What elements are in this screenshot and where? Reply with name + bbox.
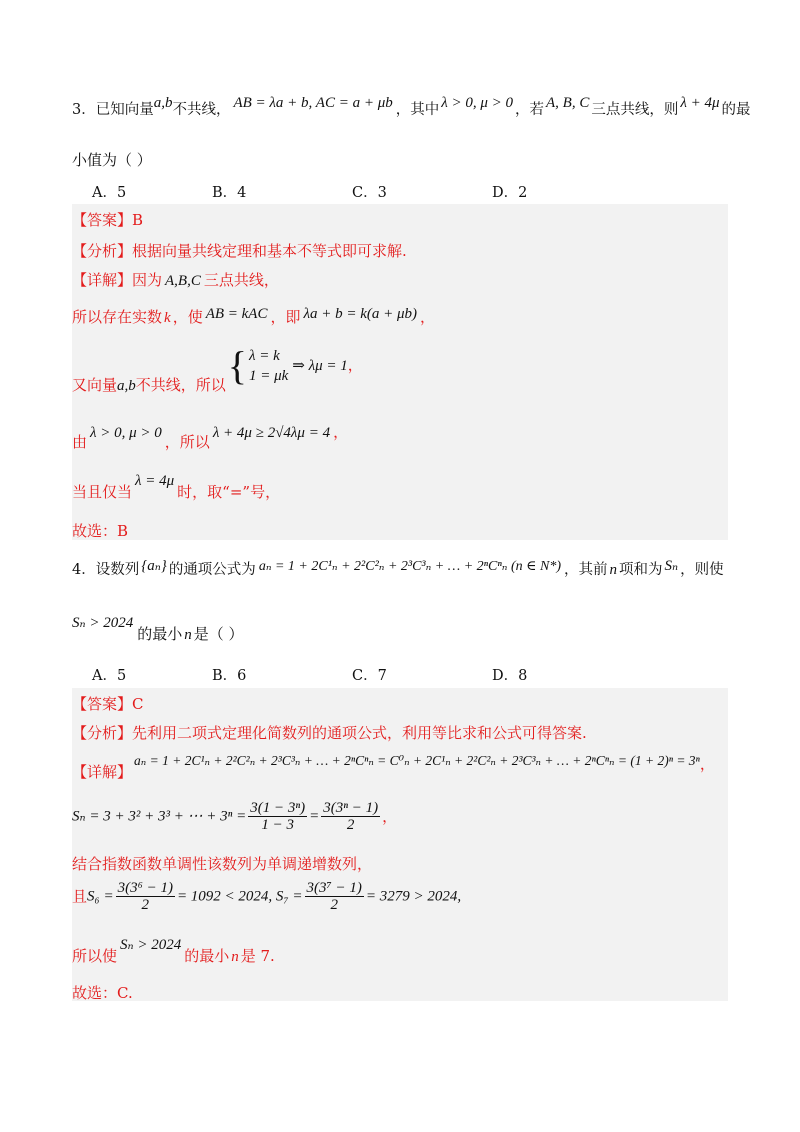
q3-expression: λ + 4μ (680, 95, 720, 111)
q3-detail-line3 (72, 343, 363, 394)
q4-line2-text-2: 是（ ） (193, 625, 244, 643)
q4-detail-formula: aₙ = 1 + 2C¹ₙ + 2²C²ₙ + 2³C³ₙ + … + 2ⁿCⁿₙ = C⁰ₙ + 2C¹ₙ + 2²C²ₙ + 2³C³ₙ + … + 2ⁿCⁿₙ = (1 + 2)ⁿ = 3ⁿ (134, 753, 700, 768)
q4-option-b: B．6 (212, 668, 247, 684)
q3-text-4: 三点共线，则 (591, 102, 679, 118)
q3-line3-vectors: a,b (117, 378, 136, 394)
q4-s7-numerator: 3(3⁷ − 1) (306, 880, 362, 896)
q4-detail-line1 (72, 750, 715, 781)
q3-line5-text-a: 当且仅当 (72, 483, 133, 501)
q3-line5-text-b: 时，取“=”号， (177, 483, 281, 501)
q4-s6-s7-line (72, 880, 461, 913)
q3-text-5: 的最 (721, 102, 751, 118)
q4-s7-fraction (305, 880, 364, 913)
q4-s6-rhs: = 1092 < 2024, S₇ = (176, 888, 303, 905)
q3-line2-text-d: ， (420, 308, 436, 326)
q4-s7-rhs: = 3279 > 2024, (365, 888, 462, 905)
q4-option-c: C．7 (352, 668, 387, 684)
q4-text-4: ，则使 (680, 562, 724, 578)
q3-system-eq2: 1 = μk (248, 368, 289, 384)
q3-analysis: 【分析】根据向量共线定理和基本不等式即可求解. (72, 242, 407, 260)
q4-number: 4．设数列 (72, 562, 140, 578)
q4-text-1: 的通项公式为 (168, 562, 256, 578)
q4-sum-equals: = (309, 808, 320, 825)
q4-line2-n: n (184, 627, 192, 643)
q3-text-2: ，其中 (395, 102, 440, 118)
q4-conclusion-math: Sₙ > 2024 (120, 937, 182, 953)
q4-s6-numerator: 3(3⁶ − 1) (117, 880, 173, 896)
q3-line4-text-a: 由 (72, 433, 88, 451)
q4-condition: Sₙ > 2024 (72, 615, 134, 631)
q4-sum-f1-numerator: 3(1 − 3ⁿ) (250, 800, 306, 816)
q4-monotone: 结合指数函数单调性该数列为单调递增数列， (72, 855, 373, 873)
q3-line4-text-c: ， (333, 423, 349, 441)
q4-stem-line2 (72, 612, 244, 643)
left-brace-icon: { (227, 343, 247, 388)
q4-conclusion-text-a: 所以使 (72, 947, 118, 965)
q4-sum-fraction-2 (321, 800, 380, 833)
q4-n: n (609, 562, 617, 578)
q3-number: 3．已知向量 (72, 102, 154, 118)
q3-detail-line2 (72, 307, 435, 328)
q3-vector-definitions: AB = λa + b, AC = a + μb (233, 95, 393, 111)
q3-text-1: 不共线， (172, 102, 231, 118)
q4-text-3: 项和为 (619, 562, 663, 578)
q3-detail-line5 (72, 470, 281, 501)
q4-sum-f2-numerator: 3(3ⁿ − 1) (323, 800, 379, 816)
q3-stem-line1 (72, 95, 751, 120)
q4-text-2: ，其前 (564, 562, 608, 578)
q4-detail-prefix: 【详解】 (72, 763, 133, 781)
q3-final: 故选：B (72, 522, 129, 540)
q3-points: A, B, C (546, 95, 590, 111)
q4-sum-suffix: ， (382, 807, 398, 826)
q3-line2-math-1: AB = kAC (205, 306, 268, 322)
q4-s6-denominator: 2 (141, 897, 150, 913)
q3-stem-line2: 小值为（ ） (72, 151, 152, 169)
q3-line4-math-2: λ + 4μ ≥ 2√4λμ = 4 (212, 425, 331, 441)
q3-detail-line1 (72, 270, 279, 291)
q4-sn: Sₙ (664, 558, 679, 574)
q4-line2-text-1: 的最小 (137, 625, 183, 643)
q3-line3-text-b: 不共线，所以 (135, 376, 226, 394)
q3-line3-system (227, 343, 289, 388)
q4-conclusion-text-b: 的最小 (184, 947, 230, 965)
q4-sequence: {aₙ} (141, 558, 167, 574)
q4-option-a: A．5 (92, 668, 127, 684)
q3-line2-math-2: λa + b = k(a + μb) (303, 306, 418, 322)
q3-line2-text-a: 所以存在实数 (72, 308, 163, 326)
q3-condition: λ > 0, μ > 0 (441, 95, 514, 111)
q3-line4-math-1: λ > 0, μ > 0 (90, 425, 162, 441)
q4-sum-f1-denominator: 1 − 3 (261, 817, 295, 833)
q3-line3-implies: ⇒ λμ = 1 (292, 358, 348, 374)
q4-sum-fraction-1 (248, 800, 307, 833)
q3-system-eq1: λ = k (248, 348, 280, 364)
q3-line2-k: k (164, 310, 171, 326)
q4-sum-lhs: Sₙ = 3 + 3² + 3³ + ⋯ + 3ⁿ = (72, 808, 247, 825)
q4-conclusion-n: n (231, 949, 239, 965)
q4-s6-prefix: 且 (72, 887, 88, 906)
q3-text-3: ，若 (515, 102, 545, 118)
q4-s6-fraction (116, 880, 175, 913)
q3-line2-text-b: ，使 (172, 308, 203, 326)
q4-s7-denominator: 2 (330, 897, 338, 913)
q4-detail-suffix: ， (699, 755, 715, 773)
q3-detail-suffix: 三点共线， (203, 271, 279, 289)
q4-conclusion (72, 934, 275, 965)
q4-final: 故选：C. (72, 984, 133, 1002)
q3-line3-text-c: ， (347, 356, 363, 374)
q3-detail-points: A,B,C (165, 273, 201, 289)
q3-line5-math: λ = 4μ (135, 473, 175, 489)
q3-answer: 【答案】B (72, 211, 144, 229)
q4-stem-line1 (72, 556, 724, 577)
q4-s6-lhs: S₆ = (87, 888, 114, 905)
q3-option-a: A．5 (92, 185, 127, 201)
q3-line4-text-b: ，所以 (164, 433, 210, 451)
q4-general-term: aₙ = 1 + 2C¹ₙ + 2²C²ₙ + 2³C³ₙ + … + 2ⁿCⁿₙ (n ∈ N*) (258, 559, 561, 574)
q4-option-d: D．8 (492, 668, 528, 684)
q4-sum-line (72, 800, 397, 833)
q3-option-c: C．3 (352, 185, 387, 201)
q3-line3-text-a: 又向量 (72, 376, 118, 394)
q3-detail-line4 (72, 422, 349, 451)
q4-analysis: 【分析】先利用二项式定理化简数列的通项公式，利用等比求和公式可得答案. (72, 724, 587, 742)
q3-option-d: D．2 (492, 185, 528, 201)
q4-conclusion-text-c: 是 7. (240, 947, 275, 965)
q3-detail-prefix: 【详解】因为 (72, 271, 163, 289)
q3-line2-text-c: ，即 (270, 308, 301, 326)
q3-option-b: B．4 (212, 185, 247, 201)
q4-answer: 【答案】C (72, 695, 144, 713)
q4-sum-f2-denominator: 2 (346, 817, 355, 833)
q3-vectors-ab: a,b (153, 95, 173, 111)
